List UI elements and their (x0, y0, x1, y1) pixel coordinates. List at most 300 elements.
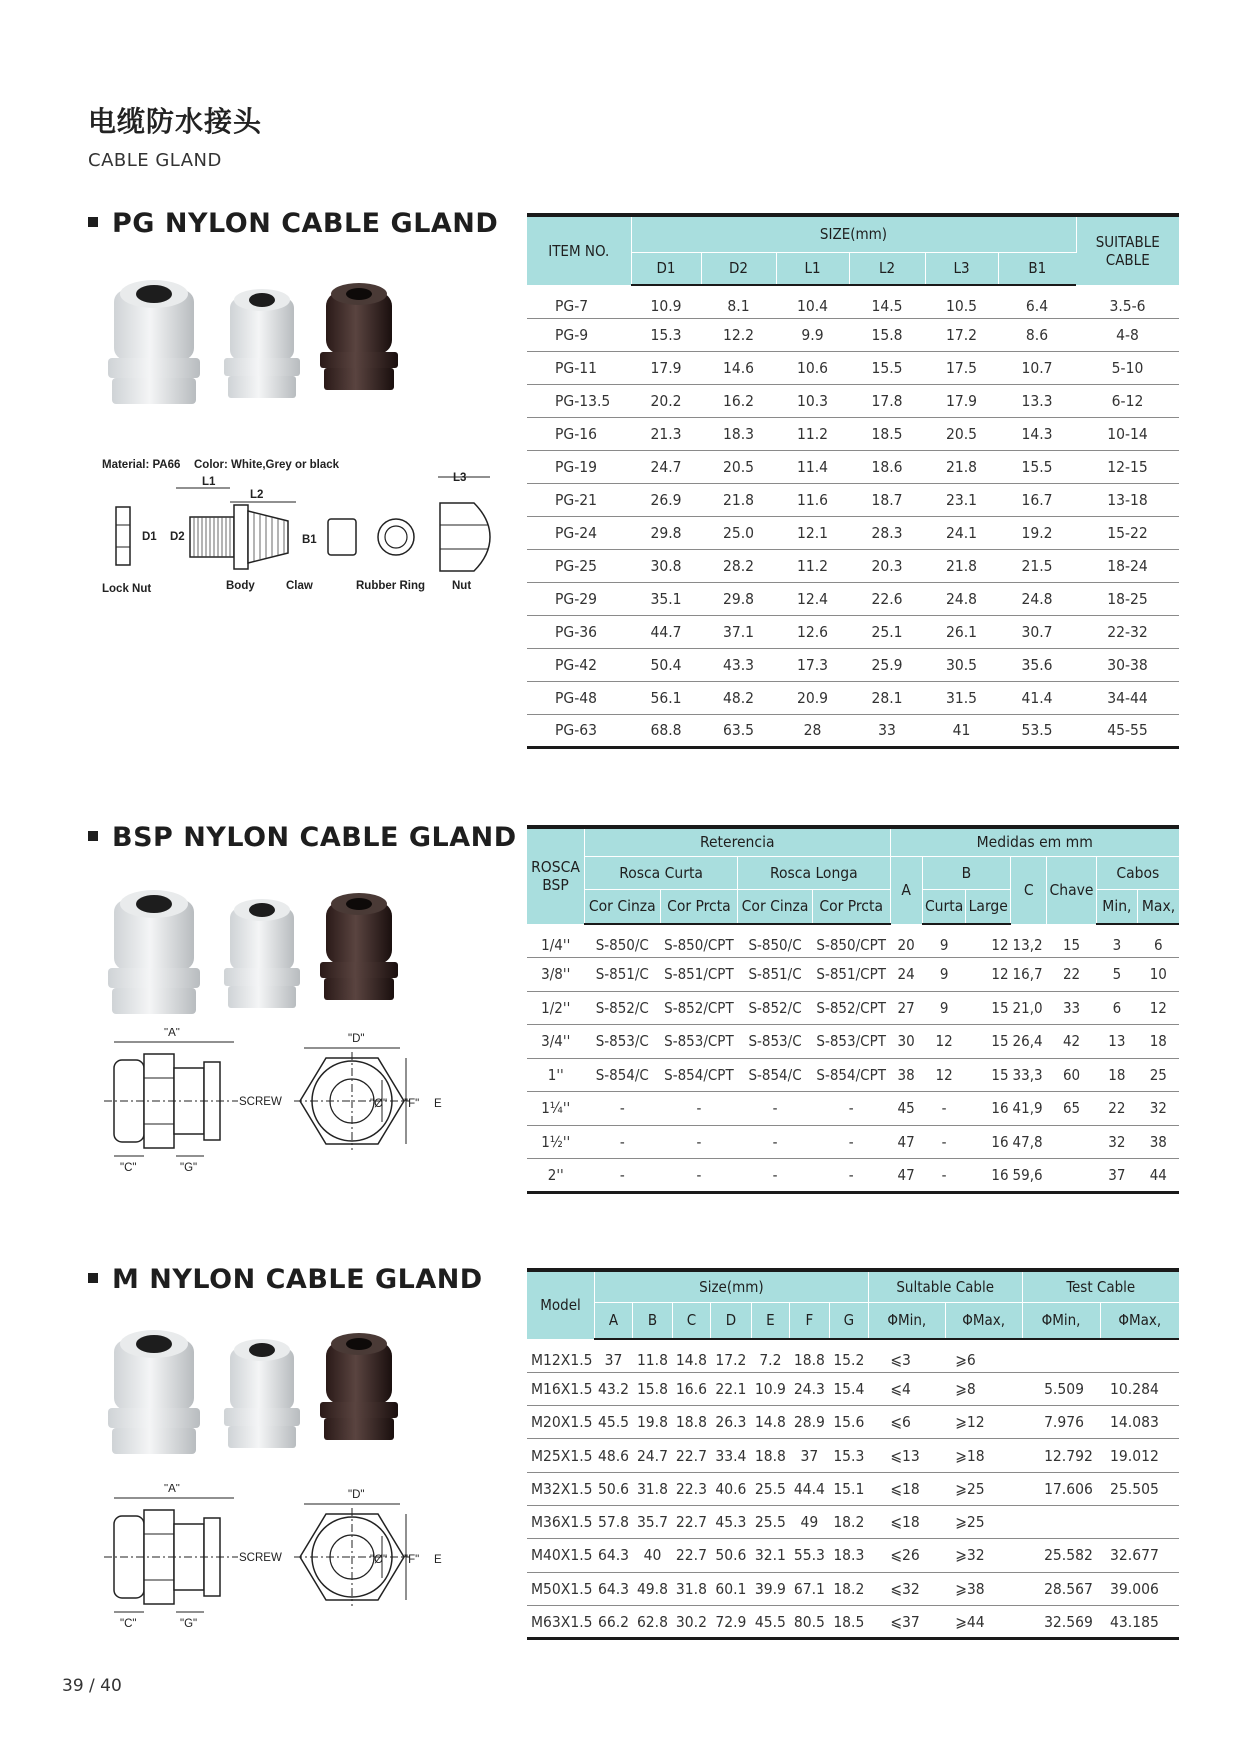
table-cell: 18.3 (701, 417, 776, 450)
table-cell: - (922, 1159, 966, 1193)
table-cell: 24 (890, 958, 922, 992)
table-cell: 44 (1138, 1159, 1179, 1193)
table-row (527, 1025, 1179, 1059)
table-cell: ⩽18 (868, 1472, 945, 1505)
table-cell: 24.7 (632, 1439, 672, 1472)
table-cell: 64.3 (595, 1539, 633, 1572)
table-cell: S-850/C (738, 924, 813, 958)
table-cell: M12X1.5 (527, 1339, 595, 1372)
table-cell: 6-12 (1076, 384, 1179, 417)
table-cell: 21.5 (998, 549, 1076, 582)
table-cell: S-852/CPT (812, 991, 890, 1025)
table-cell: 3.5-6 (1076, 285, 1179, 318)
table-cell: PG-21 (527, 483, 631, 516)
table-cell: 12.6 (776, 615, 849, 648)
table-cell: 10 (1138, 958, 1179, 992)
table-cell: 9 (922, 991, 966, 1025)
table-cell: 15.6 (829, 1406, 868, 1439)
table-cell: ⩾32 (945, 1539, 1022, 1572)
m-col-header: E (751, 1302, 789, 1339)
table-cell: 19.2 (998, 516, 1076, 549)
table-cell: M40X1.5 (527, 1539, 595, 1572)
table-cell: 10.6 (776, 351, 849, 384)
table-cell: PG-24 (527, 516, 631, 549)
table-cell: 26.3 (710, 1406, 751, 1439)
table-cell: 59,6 (1011, 1159, 1047, 1193)
m-header-model: Model (527, 1270, 595, 1339)
table-cell: 50.4 (631, 648, 701, 681)
table-cell: 8.1 (701, 285, 776, 318)
m-col-header: D (710, 1302, 751, 1339)
table-cell: 9 (922, 924, 966, 958)
table-row (527, 714, 1179, 747)
gland-photo-small-white (224, 289, 300, 398)
bsp-header-rosca: ROSCA BSP (527, 827, 584, 924)
table-cell: 26,4 (1011, 1025, 1047, 1059)
table-cell: 10.3 (776, 384, 849, 417)
table-cell: 35.7 (632, 1505, 672, 1538)
table-cell: 25.5 (751, 1505, 789, 1538)
table-cell: 22 (1047, 958, 1096, 992)
table-cell: S-850/CPT (812, 924, 890, 958)
table-cell: 60.1 (710, 1572, 751, 1605)
table-cell: 50.6 (595, 1472, 633, 1505)
m-screw-label: SCREW (239, 1552, 282, 1564)
table-cell: 5.509 (1022, 1372, 1100, 1405)
table-cell: - (922, 1092, 966, 1126)
table-cell: 31.8 (672, 1572, 710, 1605)
table-row (527, 1472, 1179, 1505)
table-cell: 25 (1138, 1058, 1179, 1092)
table-cell: 12.792 (1022, 1439, 1100, 1472)
table-cell: 18 (1096, 1058, 1137, 1092)
table-cell: PG-29 (527, 582, 631, 615)
table-cell: 7.2 (751, 1339, 789, 1372)
table-cell: 32.1 (751, 1539, 789, 1572)
table-cell: 16.7 (998, 483, 1076, 516)
table-cell: 16 (966, 1125, 1011, 1159)
table-cell: S-853/CPT (660, 1025, 738, 1059)
table-cell: 28 (776, 714, 849, 747)
table-cell: 15 (966, 1025, 1011, 1059)
table-cell: 33 (849, 714, 925, 747)
table-cell: PG-25 (527, 549, 631, 582)
table-cell: 6 (1138, 924, 1179, 958)
table-cell: 67.1 (789, 1572, 829, 1605)
table-cell: 17.9 (925, 384, 998, 417)
pg-spec-table (527, 213, 1179, 749)
pg-section-title (88, 208, 498, 239)
table-cell: 26.9 (631, 483, 701, 516)
table-cell: 15 (966, 991, 1011, 1025)
table-cell: 18-24 (1076, 549, 1179, 582)
table-cell: 15 (966, 1058, 1011, 1092)
m-col-header: ΦMin, (868, 1302, 945, 1339)
table-cell: 29.8 (701, 582, 776, 615)
table-cell: S-850/C (584, 924, 660, 958)
pg-product-photos (104, 270, 424, 420)
table-cell: 22.7 (672, 1505, 710, 1538)
table-cell: 33.4 (710, 1439, 751, 1472)
bsp-section-title (88, 822, 517, 853)
table-cell: ⩾25 (945, 1472, 1022, 1505)
table-cell: 45.5 (751, 1605, 789, 1638)
table-cell: PG-9 (527, 318, 631, 351)
table-cell: 14.8 (751, 1406, 789, 1439)
dim-l3: L3 (453, 472, 467, 484)
table-cell: S-852/C (738, 991, 813, 1025)
table-cell: 18.6 (849, 450, 925, 483)
table-row (527, 681, 1179, 714)
m-section-title (88, 1264, 483, 1295)
table-row (527, 1372, 1179, 1405)
body-drawing (190, 505, 288, 569)
table-cell: 30 (890, 1025, 922, 1059)
table-cell: 20.9 (776, 681, 849, 714)
bsp-sub-cor-cinza: Cor Cinza (584, 889, 660, 924)
table-cell: 20.5 (701, 450, 776, 483)
table-cell: ⩾18 (945, 1439, 1022, 1472)
bsp-header-referencia: Reterencia (584, 827, 890, 856)
table-cell: 18 (1138, 1025, 1179, 1059)
table-cell: S-854/C (738, 1058, 813, 1092)
table-cell: 15.5 (998, 450, 1076, 483)
table-cell: 12.4 (776, 582, 849, 615)
table-cell: 12-15 (1076, 450, 1179, 483)
table-cell: 15.1 (829, 1472, 868, 1505)
table-cell: 10-14 (1076, 417, 1179, 450)
bsp-sub-curta: Curta (922, 889, 966, 924)
table-cell: - (738, 1092, 813, 1126)
table-cell: 12 (966, 924, 1011, 958)
m-col-header: ΦMax, (945, 1302, 1022, 1339)
table-cell: 16,7 (1011, 958, 1047, 992)
table-cell: 30.2 (672, 1605, 710, 1638)
table-cell: 1/4'' (527, 924, 584, 958)
table-cell: 15.4 (829, 1372, 868, 1405)
table-row (527, 1125, 1179, 1159)
part-label-rubber-ring: Rubber Ring (356, 580, 425, 592)
table-cell: 25.505 (1100, 1472, 1179, 1505)
table-cell: 15.8 (849, 318, 925, 351)
table-cell: 34-44 (1076, 681, 1179, 714)
table-cell: ⩾12 (945, 1406, 1022, 1439)
table-cell: 15.2 (829, 1339, 868, 1372)
bsp-screw-label: SCREW (239, 1096, 282, 1108)
m-side-view (104, 1510, 238, 1604)
m-col-header: ΦMin, (1022, 1302, 1100, 1339)
table-cell: 16 (966, 1159, 1011, 1193)
table-cell: ⩽18 (868, 1505, 945, 1538)
table-cell: 31.5 (925, 681, 998, 714)
table-cell: 10.7 (998, 351, 1076, 384)
table-cell: 13.3 (998, 384, 1076, 417)
dim-d2: D2 (170, 531, 185, 543)
table-cell: 17.5 (925, 351, 998, 384)
bsp-header-chave: Chave (1047, 856, 1096, 924)
pg-col-header: B1 (998, 252, 1076, 285)
table-cell (1047, 1159, 1096, 1193)
table-cell: 13-18 (1076, 483, 1179, 516)
table-cell: S-851/C (738, 958, 813, 992)
table-row (527, 351, 1179, 384)
part-label-claw: Claw (286, 580, 313, 592)
table-cell: M16X1.5 (527, 1372, 595, 1405)
table-cell: 20 (890, 924, 922, 958)
table-cell: - (660, 1125, 738, 1159)
table-cell: 68.8 (631, 714, 701, 747)
table-row (527, 1505, 1179, 1538)
table-cell: 28.3 (849, 516, 925, 549)
table-cell: 10.9 (751, 1372, 789, 1405)
table-cell: 19.012 (1100, 1439, 1179, 1472)
table-cell: S-853/CPT (812, 1025, 890, 1059)
table-cell: 33,3 (1011, 1058, 1047, 1092)
bsp-sub-min: Min, (1096, 889, 1137, 924)
table-cell: 66.2 (595, 1605, 633, 1638)
table-cell: 37 (1096, 1159, 1137, 1193)
table-cell: 17.2 (710, 1339, 751, 1372)
table-row (527, 384, 1179, 417)
table-cell: 27 (890, 991, 922, 1025)
pg-col-header: L2 (849, 252, 925, 285)
table-cell: 60 (1047, 1058, 1096, 1092)
table-row (527, 1605, 1179, 1638)
table-cell: 9 (922, 958, 966, 992)
table-cell: 28.9 (789, 1406, 829, 1439)
bsp-spec-table (527, 825, 1179, 1194)
bsp-title-text: BSP NYLON CABLE GLAND (112, 822, 517, 853)
table-cell: 24.7 (631, 450, 701, 483)
part-label-body: Body (226, 580, 255, 592)
table-cell: ⩽6 (868, 1406, 945, 1439)
table-cell: 11.2 (776, 549, 849, 582)
table-cell: 15 (1047, 924, 1096, 958)
table-cell: 20.3 (849, 549, 925, 582)
table-cell: 17.606 (1022, 1472, 1100, 1505)
table-cell: 16.2 (701, 384, 776, 417)
table-cell: 47 (890, 1125, 922, 1159)
m-col-header: ΦMax, (1100, 1302, 1179, 1339)
table-cell: 10.284 (1100, 1372, 1179, 1405)
bsp-header-rosca-longa: Rosca Longa (738, 856, 890, 889)
table-cell: 18.2 (829, 1505, 868, 1538)
table-row (527, 1572, 1179, 1605)
table-cell: PG-36 (527, 615, 631, 648)
m-front-view (294, 1508, 410, 1606)
table-cell: ⩽26 (868, 1539, 945, 1572)
table-cell: 37.1 (701, 615, 776, 648)
table-cell: 29.8 (631, 516, 701, 549)
table-cell: 18.3 (829, 1539, 868, 1572)
table-cell: - (812, 1159, 890, 1193)
table-cell: 5 (1096, 958, 1137, 992)
table-cell: 12 (922, 1025, 966, 1059)
table-cell: 24.8 (998, 582, 1076, 615)
table-cell: PG-19 (527, 450, 631, 483)
table-cell: PG-11 (527, 351, 631, 384)
pg-header-item: ITEM NO. (527, 215, 631, 285)
table-cell: 41,9 (1011, 1092, 1047, 1126)
table-row (527, 549, 1179, 582)
table-cell: 3 (1096, 924, 1137, 958)
m-header-size: Size(mm) (595, 1270, 869, 1302)
page-header (88, 100, 262, 171)
m-dim-c: "C" (120, 1618, 137, 1630)
gland-photo-black (320, 283, 398, 390)
pg-col-header: L3 (925, 252, 998, 285)
bullet-square-icon (88, 217, 98, 227)
bsp-front-view (294, 1052, 410, 1150)
m-col-header: F (789, 1302, 829, 1339)
bsp-side-view (104, 1054, 238, 1148)
table-row (527, 516, 1179, 549)
pg-col-header: D1 (631, 252, 701, 285)
table-cell: 31.8 (632, 1472, 672, 1505)
table-cell: 16.6 (672, 1372, 710, 1405)
table-row (527, 648, 1179, 681)
table-cell: S-853/C (738, 1025, 813, 1059)
table-cell (1100, 1505, 1179, 1538)
table-cell: 41 (925, 714, 998, 747)
lock-nut-drawing (116, 507, 130, 565)
table-cell: M25X1.5 (527, 1439, 595, 1472)
table-cell: PG-42 (527, 648, 631, 681)
table-cell: 44.7 (631, 615, 701, 648)
bsp-sub-cor-cinza: Cor Cinza (738, 889, 813, 924)
table-cell: 30.7 (998, 615, 1076, 648)
page-number: 39 / 40 (62, 1676, 122, 1696)
dim-d1: D1 (142, 531, 157, 543)
table-cell: 80.5 (789, 1605, 829, 1638)
table-cell: 30.8 (631, 549, 701, 582)
table-row (527, 924, 1179, 958)
table-cell: 22 (1096, 1092, 1137, 1126)
table-cell: - (660, 1159, 738, 1193)
table-row (527, 1339, 1179, 1372)
bsp-header-medidas: Medidas em mm (890, 827, 1179, 856)
table-cell: 25.0 (701, 516, 776, 549)
table-cell: 35.1 (631, 582, 701, 615)
table-row (527, 958, 1179, 992)
bsp-header-c: C (1011, 856, 1047, 924)
table-cell: - (922, 1125, 966, 1159)
table-cell: 22.7 (672, 1439, 710, 1472)
table-cell: 12 (1138, 991, 1179, 1025)
table-row (527, 991, 1179, 1025)
table-cell: 41.4 (998, 681, 1076, 714)
page-title-cn: 电缆防水接头 (88, 105, 263, 138)
m-col-header: G (829, 1302, 868, 1339)
table-cell: 49.8 (632, 1572, 672, 1605)
table-cell: 32 (1096, 1125, 1137, 1159)
table-cell: 22.3 (672, 1472, 710, 1505)
table-cell: 39.9 (751, 1572, 789, 1605)
table-cell: 28.2 (701, 549, 776, 582)
table-cell: 63.5 (701, 714, 776, 747)
m-dim-d: "D" (348, 1489, 365, 1501)
table-cell: ⩽3 (868, 1339, 945, 1372)
table-cell: 2'' (527, 1159, 584, 1193)
table-cell: 18-25 (1076, 582, 1179, 615)
m-header-suitable: Sultable Cable (868, 1270, 1022, 1302)
table-row (527, 450, 1179, 483)
table-cell: 28.567 (1022, 1572, 1100, 1605)
table-cell: 7.976 (1022, 1406, 1100, 1439)
pg-header-size: SIZE(mm) (631, 215, 1076, 252)
bsp-dim-a: "A" (164, 1028, 180, 1039)
m-dim-f: "F" (404, 1554, 420, 1566)
pg-header-cable: SUITABLE CABLE (1076, 215, 1179, 285)
table-cell: 38 (1138, 1125, 1179, 1159)
table-cell: - (660, 1092, 738, 1126)
table-cell: S-851/CPT (812, 958, 890, 992)
gland-photo-small-white (224, 1339, 300, 1448)
part-label-lock-nut: Lock Nut (102, 583, 152, 595)
bsp-product-photos (104, 880, 424, 1030)
table-row (527, 1159, 1179, 1193)
nut-drawing (440, 503, 490, 571)
table-cell: 6.4 (998, 285, 1076, 318)
table-cell (1022, 1505, 1100, 1538)
m-header-test: Test Cable (1022, 1270, 1179, 1302)
table-cell: 18.8 (672, 1406, 710, 1439)
table-cell: 21,0 (1011, 991, 1047, 1025)
table-cell: - (812, 1125, 890, 1159)
table-cell: 12 (966, 958, 1011, 992)
table-cell: 45 (890, 1092, 922, 1126)
table-cell: 22.7 (672, 1539, 710, 1572)
m-product-photos (104, 1320, 424, 1470)
table-cell: ⩾8 (945, 1372, 1022, 1405)
table-cell: 43.2 (595, 1372, 633, 1405)
table-cell: 1¼'' (527, 1092, 584, 1126)
table-cell: 48.2 (701, 681, 776, 714)
table-cell: 17.3 (776, 648, 849, 681)
table-cell: 9.9 (776, 318, 849, 351)
table-cell: 35.6 (998, 648, 1076, 681)
table-cell: 18.7 (849, 483, 925, 516)
bsp-dim-e: E (434, 1098, 442, 1110)
bsp-sub-cor-prcta: Cor Prcta (660, 889, 738, 924)
m-dim-a: "A" (164, 1484, 180, 1495)
table-cell: 11.4 (776, 450, 849, 483)
bsp-header-cabos: Cabos (1096, 856, 1179, 889)
part-label-nut: Nut (452, 580, 472, 592)
table-cell: M50X1.5 (527, 1572, 595, 1605)
table-row (527, 1439, 1179, 1472)
table-cell: 16 (966, 1092, 1011, 1126)
table-cell: 21.8 (925, 450, 998, 483)
table-row (527, 1406, 1179, 1439)
table-cell: 53.5 (998, 714, 1076, 747)
table-cell: 20.2 (631, 384, 701, 417)
gland-photo-large-white (108, 1330, 200, 1454)
table-cell: 15.8 (632, 1372, 672, 1405)
table-cell: 12.1 (776, 516, 849, 549)
table-cell: 17.9 (631, 351, 701, 384)
table-row (527, 582, 1179, 615)
table-cell: 20.5 (925, 417, 998, 450)
table-cell: 18.5 (829, 1605, 868, 1638)
table-cell: 10.4 (776, 285, 849, 318)
table-cell: 37 (595, 1339, 633, 1372)
pg-col-header: L1 (776, 252, 849, 285)
table-cell: 50.6 (710, 1539, 751, 1572)
table-cell (1047, 1125, 1096, 1159)
table-cell: M36X1.5 (527, 1505, 595, 1538)
m-title-text: M NYLON CABLE GLAND (112, 1264, 483, 1295)
